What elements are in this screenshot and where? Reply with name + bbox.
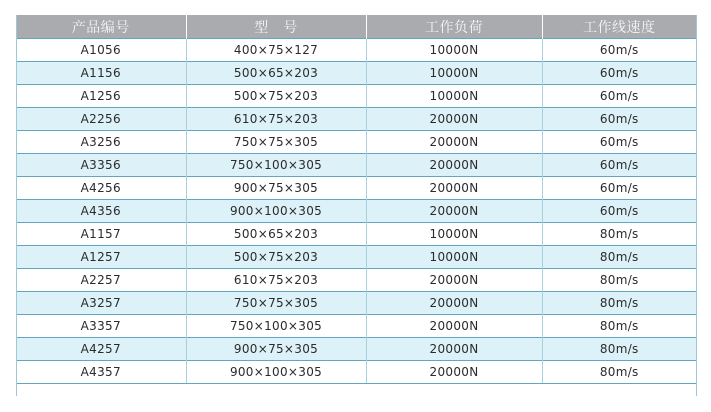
cell-line-speed: 80m/s bbox=[542, 361, 696, 384]
table-row bbox=[16, 108, 696, 131]
product-spec-table bbox=[16, 15, 696, 384]
cell-working-load: 10000N bbox=[366, 246, 542, 269]
cell-product-code: A4256 bbox=[16, 177, 186, 200]
cell-model: 500×65×203 bbox=[186, 62, 366, 85]
cell-model: 500×65×203 bbox=[186, 223, 366, 246]
cell-product-code: A1056 bbox=[16, 39, 186, 62]
table-row bbox=[16, 223, 696, 246]
table-row bbox=[16, 177, 696, 200]
cell-model: 400×75×127 bbox=[186, 39, 366, 62]
cell-working-load: 20000N bbox=[366, 292, 542, 315]
cell-working-load: 20000N bbox=[366, 108, 542, 131]
cell-model: 610×75×203 bbox=[186, 269, 366, 292]
cell-product-code: A2257 bbox=[16, 269, 186, 292]
cell-working-load: 20000N bbox=[366, 361, 542, 384]
cell-working-load: 10000N bbox=[366, 62, 542, 85]
cell-line-speed: 60m/s bbox=[542, 131, 696, 154]
cell-product-code: A4357 bbox=[16, 361, 186, 384]
table-body bbox=[16, 39, 696, 384]
table-row bbox=[16, 315, 696, 338]
cell-model: 500×75×203 bbox=[186, 246, 366, 269]
header-line-speed: 工作线速度 bbox=[542, 15, 696, 39]
cell-model: 750×100×305 bbox=[186, 154, 366, 177]
cell-working-load: 10000N bbox=[366, 223, 542, 246]
header-row bbox=[16, 15, 696, 39]
cell-working-load: 20000N bbox=[366, 269, 542, 292]
cell-working-load: 20000N bbox=[366, 131, 542, 154]
cell-line-speed: 80m/s bbox=[542, 292, 696, 315]
cell-product-code: A3356 bbox=[16, 154, 186, 177]
cell-working-load: 20000N bbox=[366, 338, 542, 361]
table-row bbox=[16, 246, 696, 269]
cell-product-code: A1157 bbox=[16, 223, 186, 246]
table-row bbox=[16, 154, 696, 177]
cell-product-code: A2256 bbox=[16, 108, 186, 131]
cell-model: 610×75×203 bbox=[186, 108, 366, 131]
cell-working-load: 10000N bbox=[366, 85, 542, 108]
cell-line-speed: 80m/s bbox=[542, 246, 696, 269]
cell-working-load: 20000N bbox=[366, 177, 542, 200]
cell-line-speed: 80m/s bbox=[542, 315, 696, 338]
cell-line-speed: 60m/s bbox=[542, 200, 696, 223]
cell-line-speed: 80m/s bbox=[542, 223, 696, 246]
cell-working-load: 20000N bbox=[366, 200, 542, 223]
cell-product-code: A4257 bbox=[16, 338, 186, 361]
cell-working-load: 20000N bbox=[366, 315, 542, 338]
table-row bbox=[16, 85, 696, 108]
cell-product-code: A3257 bbox=[16, 292, 186, 315]
table-row bbox=[16, 292, 696, 315]
cell-model: 750×75×305 bbox=[186, 131, 366, 154]
table-row bbox=[16, 361, 696, 384]
cell-working-load: 10000N bbox=[366, 39, 542, 62]
cell-model: 900×100×305 bbox=[186, 200, 366, 223]
cell-working-load: 20000N bbox=[366, 154, 542, 177]
header-working-load: 工作负荷 bbox=[366, 15, 542, 39]
cell-model: 900×100×305 bbox=[186, 361, 366, 384]
cell-line-speed: 60m/s bbox=[542, 85, 696, 108]
table-row bbox=[16, 131, 696, 154]
header-product-code: 产品编号 bbox=[16, 15, 186, 39]
cell-product-code: A1256 bbox=[16, 85, 186, 108]
table-row bbox=[16, 62, 696, 85]
cell-line-speed: 60m/s bbox=[542, 177, 696, 200]
cell-model: 750×100×305 bbox=[186, 315, 366, 338]
table-row bbox=[16, 39, 696, 62]
cell-product-code: A1156 bbox=[16, 62, 186, 85]
table-header bbox=[16, 15, 696, 39]
table-row bbox=[16, 269, 696, 292]
cell-line-speed: 60m/s bbox=[542, 154, 696, 177]
cell-product-code: A1257 bbox=[16, 246, 186, 269]
cell-line-speed: 60m/s bbox=[542, 39, 696, 62]
cell-model: 750×75×305 bbox=[186, 292, 366, 315]
cell-line-speed: 80m/s bbox=[542, 269, 696, 292]
spec-table-container bbox=[16, 15, 696, 384]
table-row bbox=[16, 200, 696, 223]
table-row bbox=[16, 338, 696, 361]
cell-line-speed: 80m/s bbox=[542, 338, 696, 361]
cell-model: 900×75×305 bbox=[186, 177, 366, 200]
cell-model: 900×75×305 bbox=[186, 338, 366, 361]
header-model: 型 号 bbox=[186, 15, 366, 39]
cell-line-speed: 60m/s bbox=[542, 62, 696, 85]
cell-product-code: A3256 bbox=[16, 131, 186, 154]
cell-model: 500×75×203 bbox=[186, 85, 366, 108]
cell-product-code: A3357 bbox=[16, 315, 186, 338]
cell-line-speed: 60m/s bbox=[542, 108, 696, 131]
cell-product-code: A4356 bbox=[16, 200, 186, 223]
